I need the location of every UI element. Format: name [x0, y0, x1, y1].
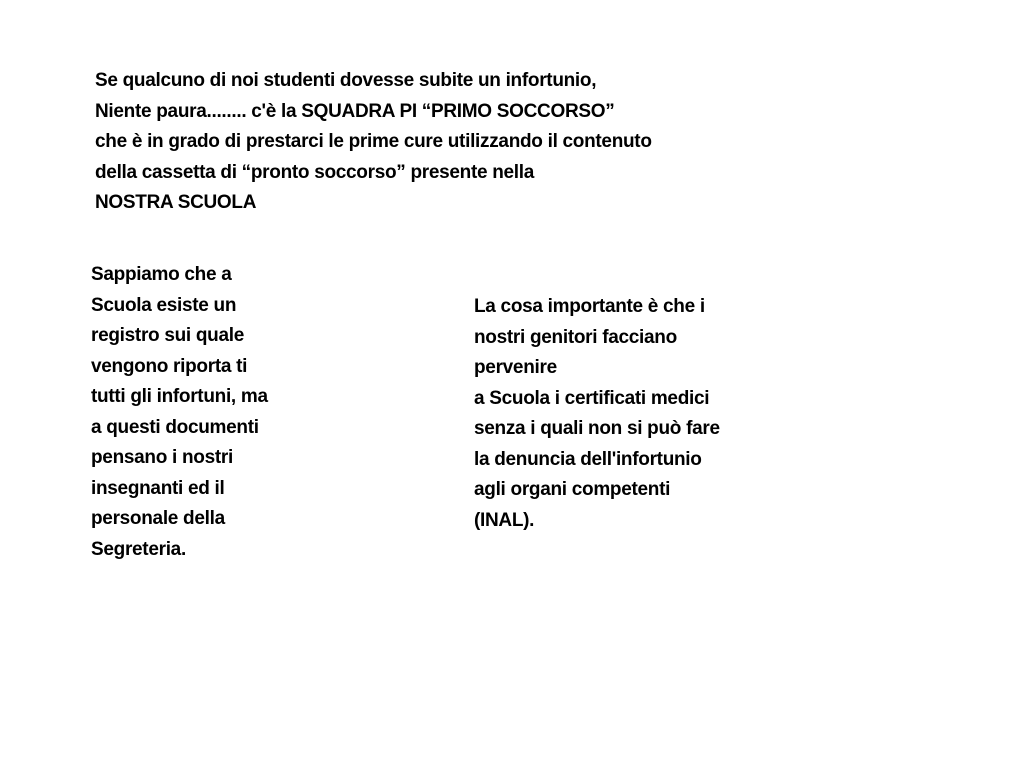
left-column-line: tutti gli infortuni, ma: [91, 386, 268, 407]
right-column-line: a Scuola i certificati medici: [474, 387, 710, 409]
left-column-line: a questi documenti: [91, 416, 259, 438]
left-column-line: insegnanti ed il: [91, 477, 225, 499]
right-column-line: pervenire: [474, 357, 557, 378]
intro-line: della cassetta di “pronto soccorso” presente nella: [95, 161, 535, 183]
left-column-line: vengono riporta ti: [91, 355, 248, 377]
intro-line: Niente paura........ c'è la SQUADRA PI “PRIMO SOCCORSO”: [95, 100, 615, 122]
right-column-line: agli organi competenti: [474, 479, 671, 500]
left-column-line: Sappiamo che a: [91, 264, 232, 285]
intro-line: NOSTRA SCUOLA: [95, 192, 257, 213]
right-column-line: La cosa importante è che i: [474, 296, 705, 317]
intro-line: che è in grado di prestarci le prime cure utilizzando il contenuto: [95, 131, 652, 152]
left-column-line: personale della: [91, 508, 225, 529]
right-column-line: nostri genitori facciano: [474, 326, 677, 348]
right-column-line: la denuncia dell'infortunio: [474, 448, 702, 470]
left-column-line: registro sui quale: [91, 325, 244, 346]
left-column-line: Scuola esiste un: [91, 294, 237, 316]
right-column-line: senza i quali non si può fare: [474, 418, 720, 439]
intro-line: Se qualcuno di noi studenti dovesse subite un infortunio,: [95, 70, 597, 91]
right-column-line: (INAL).: [474, 509, 535, 531]
left-column-line: pensano i nostri: [91, 447, 233, 468]
left-column-paragraph: [91, 260, 268, 565]
left-column-line: Segreteria.: [91, 538, 186, 560]
right-column-paragraph: [474, 292, 720, 536]
intro-paragraph: [95, 66, 652, 219]
